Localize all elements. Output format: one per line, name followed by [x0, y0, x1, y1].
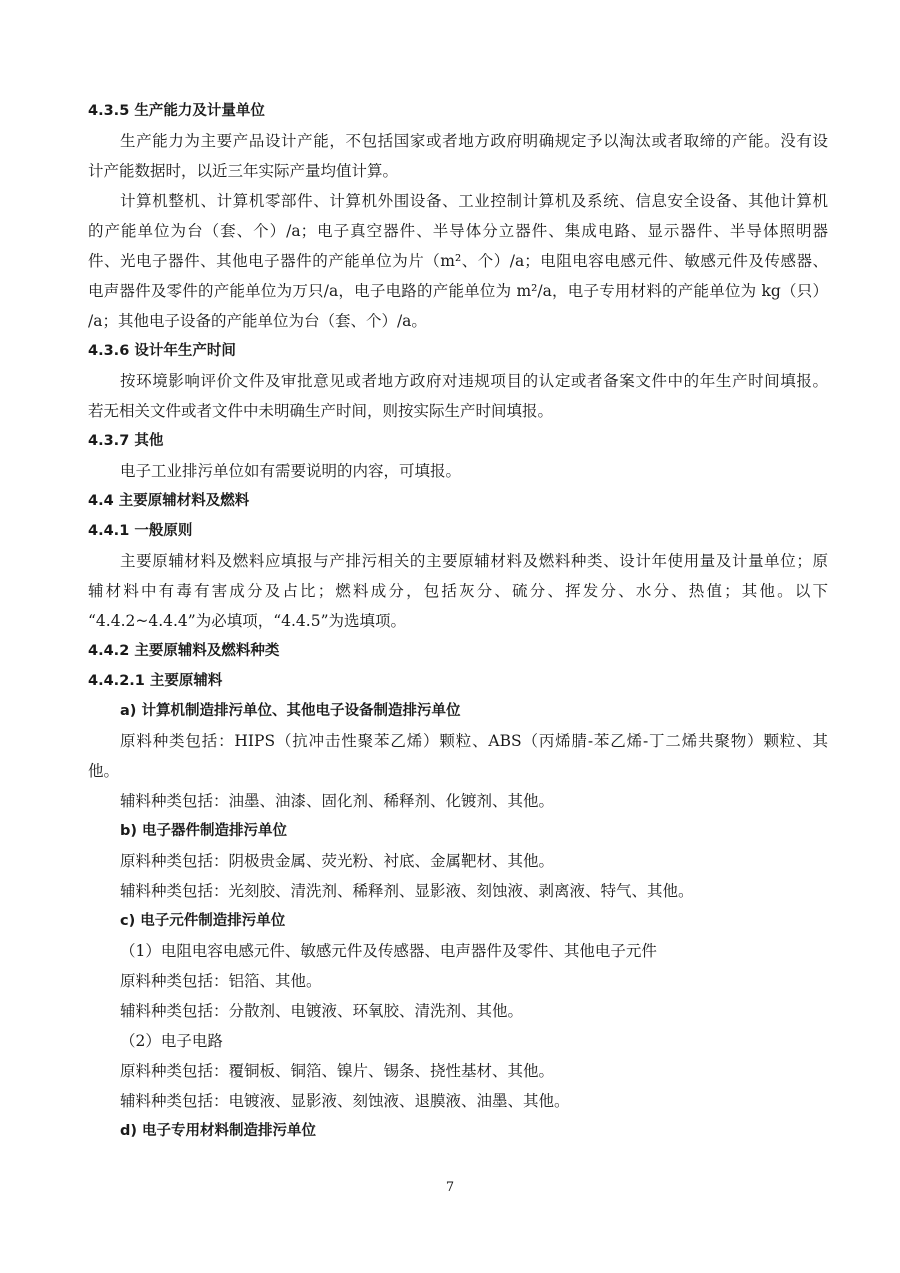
subsection-heading: d) 电子专用材料制造排污单位 — [120, 1123, 317, 1139]
document-body — [88, 96, 828, 1146]
text-line: 电子工业排污单位如有需要说明的内容，可填报。 — [120, 462, 462, 480]
text-line: 计产能数据时，以近三年实际产量均值计算。 — [88, 162, 399, 180]
text-line: 的产能单位为台（套、个）/a；电子真空器件、半导体分立器件、集成电路、显示器件、半导体照明器 — [88, 222, 828, 240]
text-line: 计算机整机、计算机零部件、计算机外围设备、工业控制计算机及系统、信息安全设备、其他计算机 — [120, 192, 828, 210]
section-heading: 4.4.2 主要原辅料及燃料种类 — [88, 643, 280, 659]
text-line: 按环境影响评价文件及审批意见或者地方政府对违规项目的认定或者备案文件中的年生产时间填报。 — [120, 372, 828, 390]
subsection-heading: a) 计算机制造排污单位、其他电子设备制造排污单位 — [120, 703, 461, 719]
text-line: （1）电阻电容电感元件、敏感元件及传感器、电声器件及零件、其他电子元件 — [120, 942, 657, 960]
text-line: 生产能力为主要产品设计产能，不包括国家或者地方政府明确规定予以淘汰或者取缔的产能。没有设 — [120, 132, 828, 150]
section-heading: 4.4.1 一般原则 — [88, 523, 193, 539]
text-line: （2）电子电路 — [120, 1032, 223, 1050]
subsection-heading: b) 电子器件制造排污单位 — [120, 823, 288, 839]
text-line: “4.4.2~4.4.4”为必填项，“4.4.5”为选填项。 — [88, 612, 407, 630]
text-line: 辅料种类包括：油墨、油漆、固化剂、稀释剂、化镀剂、其他。 — [120, 792, 555, 810]
text-line: 原料种类包括：阴极贵金属、荧光粉、衬底、金属靶材、其他。 — [120, 852, 555, 870]
text-line: 原料种类包括：铝箔、其他。 — [120, 972, 322, 990]
section-heading: 4.3.7 其他 — [88, 433, 164, 449]
text-line: 原料种类包括：HIPS（抗冲击性聚苯乙烯）颗粒、ABS（丙烯腈-苯乙烯-丁二烯共聚物）颗粒、其 — [120, 732, 828, 750]
subsection-heading: c) 电子元件制造排污单位 — [120, 913, 286, 929]
text-line: 原料种类包括：覆铜板、铜箔、镍片、锡条、挠性基材、其他。 — [120, 1062, 555, 1080]
section-heading: 4.4 主要原辅材料及燃料 — [88, 493, 250, 509]
text-line: 他。 — [88, 762, 120, 780]
text-line: 辅材料中有毒有害成分及占比；燃料成分，包括灰分、硫分、挥发分、水分、热值；其他。以下 — [88, 582, 828, 600]
text-line: 辅料种类包括：光刻胶、清洗剂、稀释剂、显影液、刻蚀液、剥离液、特气、其他。 — [120, 882, 694, 900]
text-line: 若无相关文件或者文件中未明确生产时间，则按实际生产时间填报。 — [88, 402, 554, 420]
section-heading: 4.4.2.1 主要原辅料 — [88, 673, 223, 689]
text-line: 辅料种类包括：电镀液、显影液、刻蚀液、退膜液、油墨、其他。 — [120, 1092, 570, 1110]
section-heading: 4.3.6 设计年生产时间 — [88, 343, 236, 359]
text-line: /a；其他电子设备的产能单位为台（套、个）/a。 — [88, 312, 427, 330]
section-heading: 4.3.5 生产能力及计量单位 — [88, 103, 265, 119]
text-line: 电声器件及零件的产能单位为万只/a，电子电路的产能单位为 m²/a，电子专用材料的产能单位为 kg（只） — [88, 282, 828, 300]
text-line: 辅料种类包括：分散剂、电镀液、环氧胶、清洗剂、其他。 — [120, 1002, 524, 1020]
page-number: 7 — [445, 1180, 455, 1195]
text-line: 件、光电子器件、其他电子器件的产能单位为片（m²、个）/a；电阻电容电感元件、敏感元件及传感器、 — [88, 252, 828, 270]
text-line: 主要原辅材料及燃料应填报与产排污相关的主要原辅材料及燃料种类、设计年使用量及计量单位；原 — [120, 552, 828, 570]
